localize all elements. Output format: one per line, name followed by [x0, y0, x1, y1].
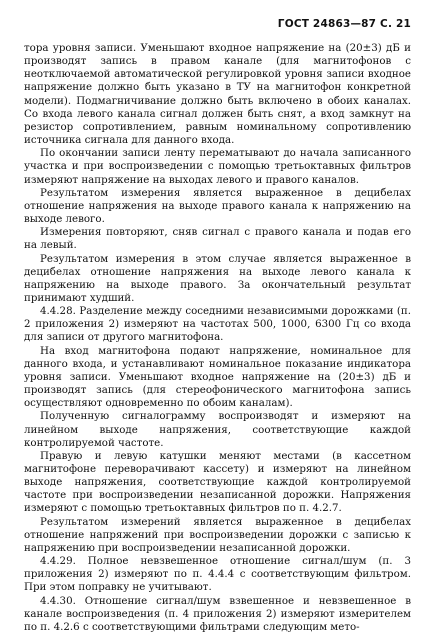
paragraph: По окончании записи ленту перематывают до начала записанного участка и при воспроизведении с помощью третьоктавных фильтров измеряют напряжение на выходах левого и правого каналов.: [24, 147, 411, 186]
paragraph: Результатом измерений является выраженное в децибелах отношение напряжений при воспроизведении дорожки с записью к напряжению при воспроизведении незаписанной дорожки.: [24, 515, 411, 554]
paragraph: На вход магнитофона подают напряжение, номинальное для данного входа, и устанавливают номинальное показание индикатора уровня записи. Уменьшают входное напряжение на (20±3) дБ и производят запись (для стереофонического магнитофона запись осуществляют одновременно по обоим каналам).: [24, 344, 411, 410]
paragraph-4-4-30: 4.4.30. Отношение сигнал/шум взвешенное и невзвешенное в канале воспроизведения (п. 4 приложения 2) измеряют измерителем по п. 4.2.6 с соответствующими фильтрами следующим мето-: [24, 594, 411, 633]
paragraph: тора уровня записи. Уменьшают входное напряжение на (20±3) дБ и производят запись в правом канале (для магнитофонов с неотключаемой автоматической регулировкой уровня записи входное напряжение должно быть указано в ТУ на магнитофон конкретной модели). Подмагничивание должно быть включено в обоих каналах. Со входа левого канала сигнал должен быть снят, а вход замкнут на резистор сопротивлением, равным номинальному сопротивлению источника сигнала для данного входа.: [24, 42, 411, 147]
paragraph-4-4-29: 4.4.29. Полное невзвешенное отношение сигнал/шум (п. 3 приложения 2) измеряют по п. 4.4.4 с соответствующим фильтром. При этом поправку не учитывают.: [24, 555, 411, 594]
paragraph: Измерения повторяют, сняв сигнал с правого канала и подав его на левый.: [24, 226, 411, 252]
paragraph: Правую и левую катушки меняют местами (в кассетном магнитофоне переворачивают кассету) и измеряют на линейном выходе напряжения, соответствующие каждой контролируемой частоте при воспроизведении незаписанной дорожки. Напряжения измеряют с помощью третьоктавных фильтров по п. 4.2.7.: [24, 449, 411, 515]
paragraph: Результатом измерения в этом случае является выраженное в децибелах отношение напряжения на выходе левого канала к напряжению на выходе правого. За окончательный результат принимают худший.: [24, 252, 411, 304]
paragraph-4-4-28: 4.4.28. Разделение между соседними независимыми дорожками (п. 2 приложения 2) измеряют на частотах 500, 1000, 6300 Гц со входа для записи от другого магнитофона.: [24, 305, 411, 344]
page-header: ГОСТ 24863—87 С. 21: [277, 18, 411, 30]
body-text: [24, 42, 411, 634]
paragraph: Результатом измерения является выраженное в децибелах отношение напряжения на выходе правого канала к напряжению на выходе левого.: [24, 186, 411, 226]
paragraph: Полученную сигналограмму воспроизводят и измеряют на линейном выходе напряжения, соответствующие каждой контролируемой частоте.: [24, 410, 411, 449]
